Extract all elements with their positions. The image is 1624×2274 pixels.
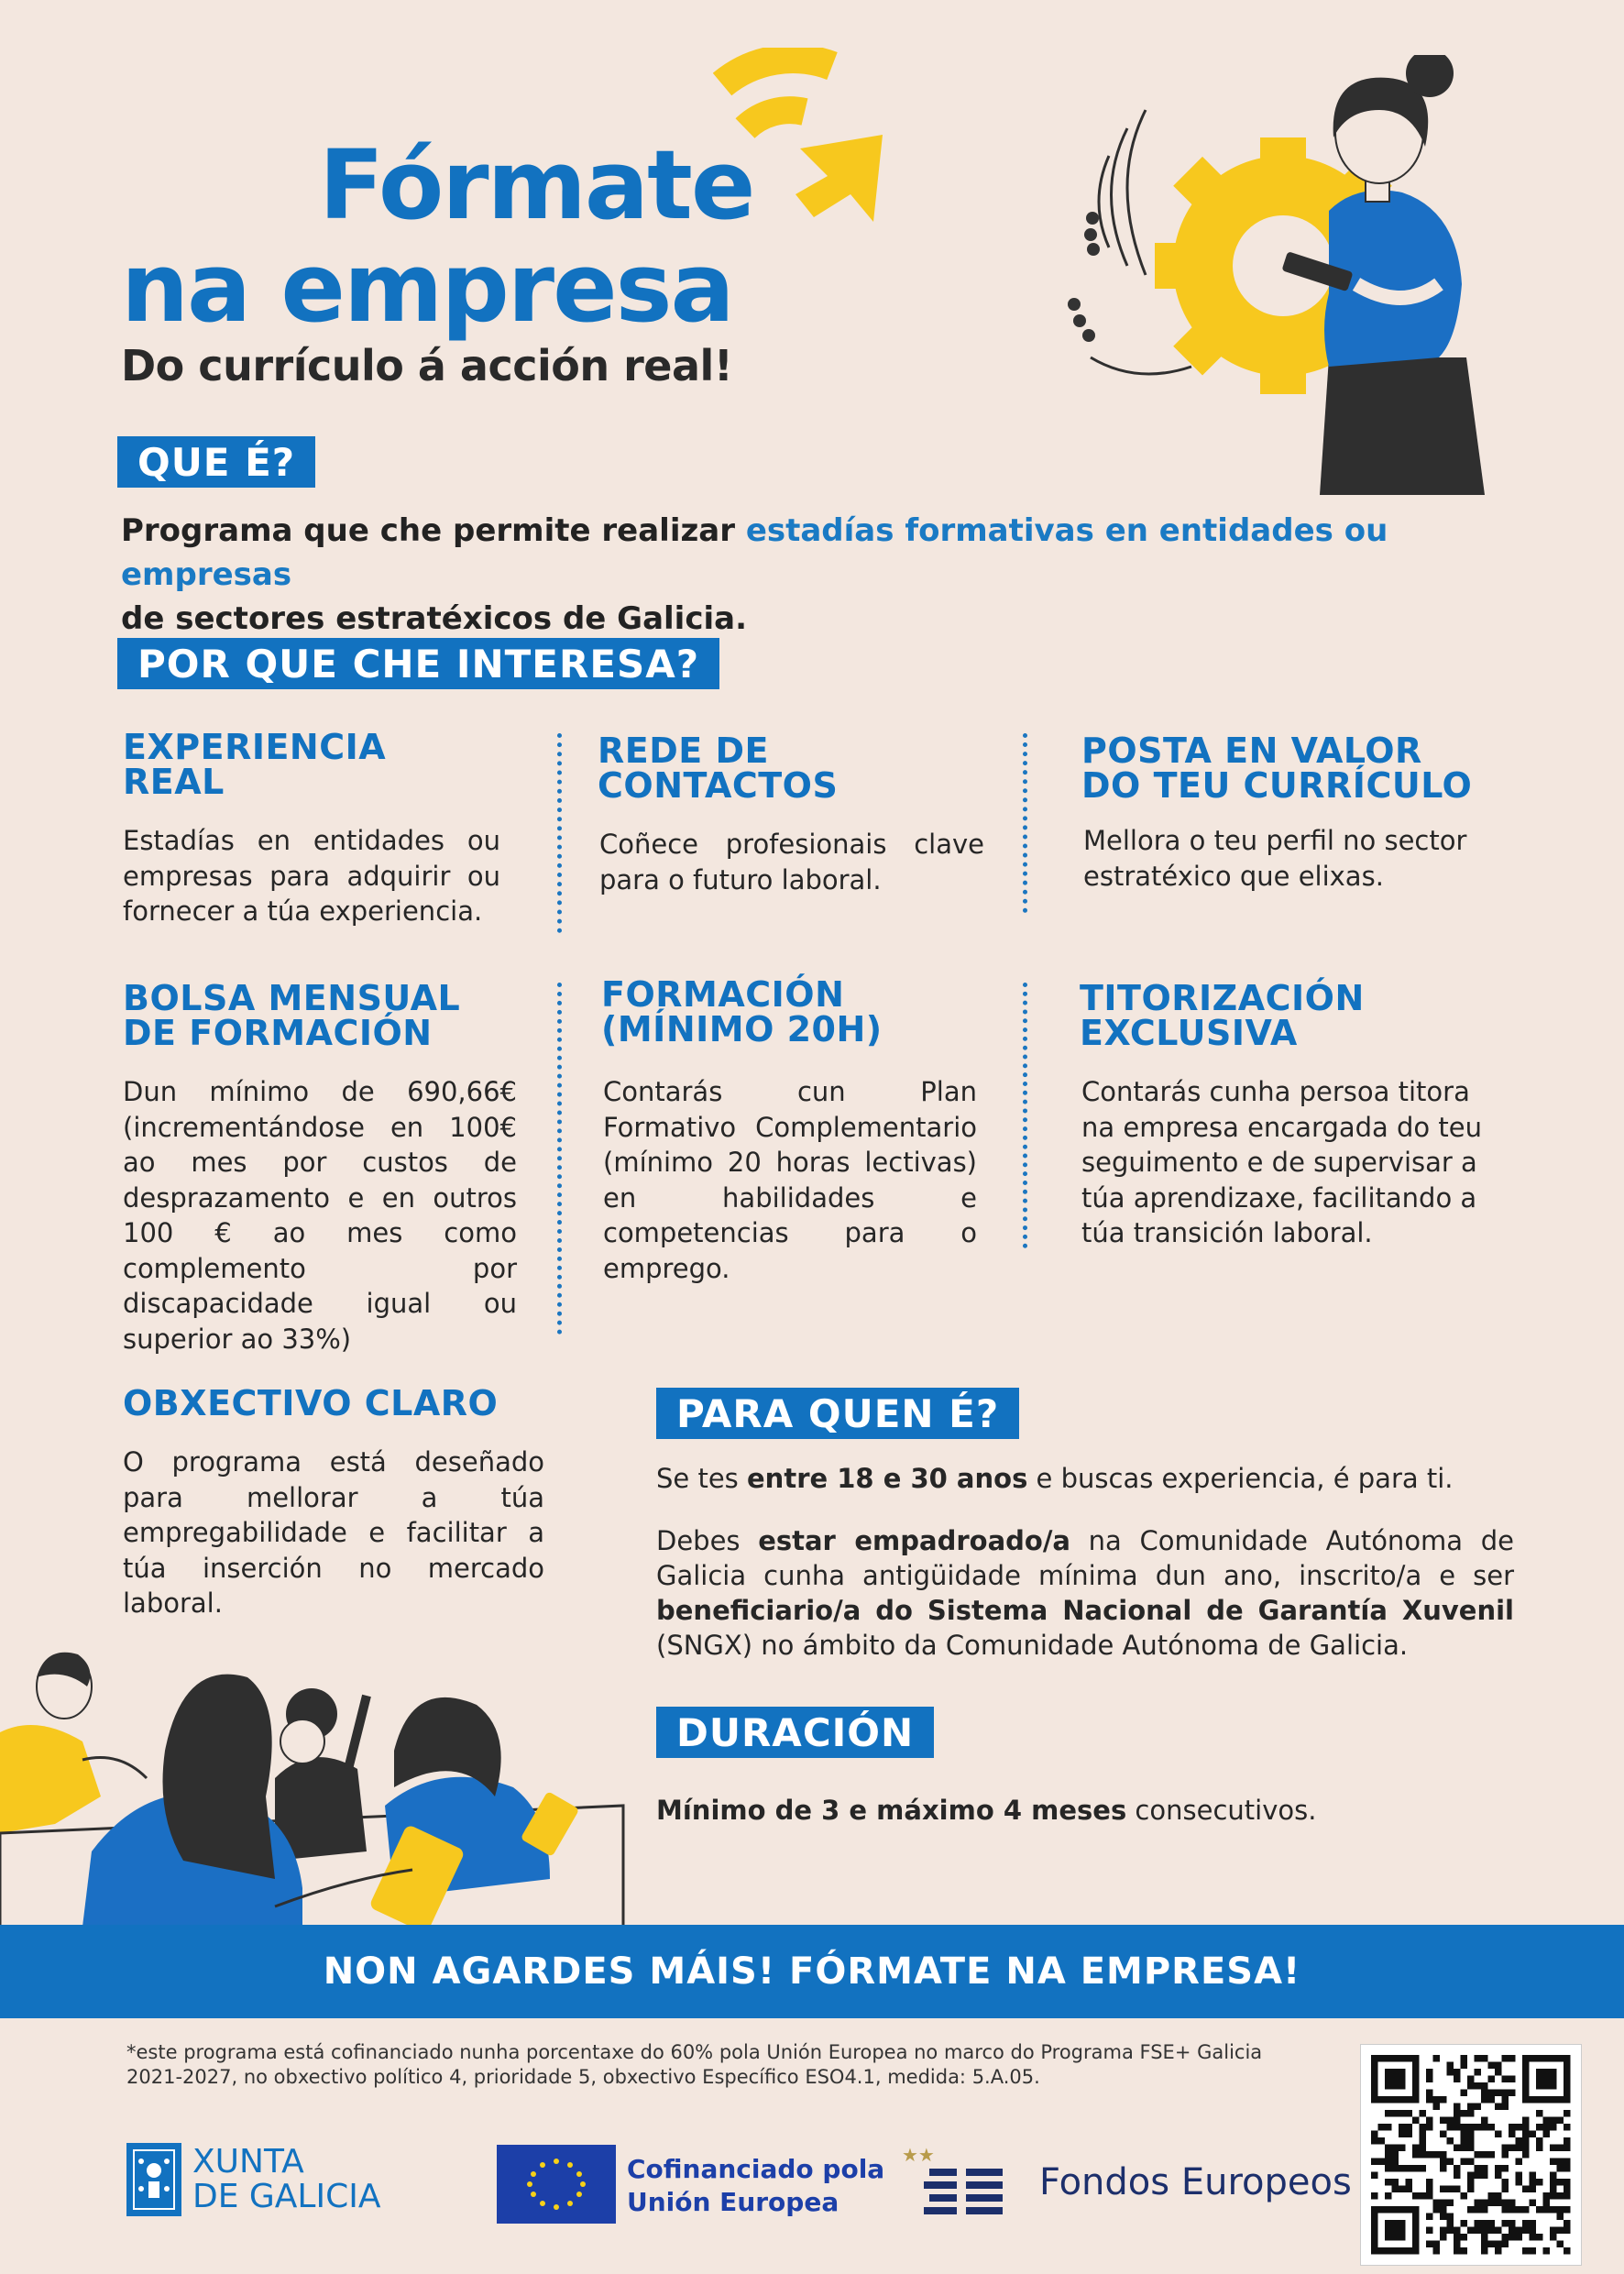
intro-text-highlight: estadías formativas en entidades ou empresas <box>121 512 1388 593</box>
divider <box>1023 733 1027 913</box>
benefit-7-title: OBXECTIVO CLARO <box>123 1383 499 1423</box>
text-run: consecutivos. <box>1126 1795 1317 1826</box>
xunta-line-1: XUNTA <box>192 2143 304 2181</box>
fondos-europeos-logo <box>902 2141 1352 2224</box>
intro-text-start: Programa que che permite realizar <box>121 512 746 549</box>
benefit-title-line: FORMACIÓN <box>601 974 845 1015</box>
benefit-4-text: Dun mínimo de 690,66€ (incrementándose en 100€ ao mes por custos de desprazamento e en outros 100 € ao mes como complemento por discapacidade igual ou superior ao 33%) <box>123 1076 517 1355</box>
title-line-1: Fórmate <box>319 129 754 241</box>
que-e-text <box>121 509 1532 641</box>
benefit-title-line: POSTA EN VALOR <box>1081 731 1422 771</box>
divider <box>557 733 562 933</box>
galicia-shield-icon <box>126 2143 181 2216</box>
benefit-2-text: Coñece profesionais clave para o futuro laboral. <box>599 829 984 895</box>
benefit-title-line: REAL <box>123 762 225 802</box>
benefit-title-line: (MÍNIMO 20H) <box>601 1009 883 1049</box>
subtitle: Do currículo á acción real! <box>121 341 733 390</box>
text-run: e buscas experiencia, é para ti. <box>1027 1463 1454 1494</box>
benefit-1-text: Estadías en entidades ou empresas para adquirir ou fornecer a túa experiencia. <box>123 825 500 927</box>
text-run-bold: entre 18 e 30 anos <box>747 1463 1028 1494</box>
benefit-title-line: TITORIZACIÓN <box>1080 978 1365 1018</box>
text-run: Debes <box>656 1525 759 1556</box>
intro-text-end: de sectores estratéxicos de Galicia. <box>121 600 748 637</box>
benefit-6-title <box>1080 978 1365 1053</box>
benefit-title-line: CONTACTOS <box>598 765 839 806</box>
text-run-bold: Mínimo de 3 e máximo 4 meses <box>656 1795 1127 1826</box>
divider <box>1023 983 1027 1248</box>
benefit-title-line: DE FORMACIÓN <box>123 1013 433 1053</box>
svg-text:★★: ★★ <box>902 2146 935 2166</box>
title-line-2: na empresa <box>121 232 733 344</box>
text-run: na Comunidade Autónoma de Galicia cunha antigüidade mínima dun ano, inscrito/a e ser <box>656 1525 1514 1591</box>
divider <box>557 983 562 1335</box>
eu-line-1: Cofinanciado pola <box>627 2154 885 2184</box>
benefit-6-text: Contarás cunha persoa titora na empresa encargada do teu seguimento e de supervisar a túa aprendizaxe, facilitando a túa transición laboral. <box>1081 1076 1482 1248</box>
benefit-3-title <box>1081 731 1473 806</box>
fondos-europeos-icon <box>902 2141 1021 2224</box>
text-run-bold: beneficiario/a do Sistema Nacional de Garantía Xuvenil <box>656 1595 1514 1626</box>
que-e-heading: QUE É? <box>117 436 315 488</box>
footnote: *este programa está cofinanciado nunha porcentaxe do 60% pola Unión Europea no marco do Programa FSE+ Galicia 2021-2027, no obxectivo político 4, prioridade 5, obxectivo Específico ESO4.1, medida: 5.A.05. <box>126 2041 1263 2088</box>
qr-code-icon <box>1361 2045 1581 2265</box>
benefit-3-text: Mellora o teu perfil no sector estratéxico que elixas. <box>1083 825 1467 892</box>
benefit-title-line: REDE DE <box>598 731 769 771</box>
benefit-title-line: BOLSA MENSUAL <box>123 978 461 1018</box>
benefit-7-text: O programa está deseñado para mellorar a túa empregabilidade e facilitar a túa inserción no mercado laboral. <box>123 1446 544 1619</box>
benefit-2-title <box>598 731 839 806</box>
benefit-1-title <box>123 727 387 802</box>
benefit-title-line: EXCLUSIVA <box>1080 1013 1298 1053</box>
fondos-europeos-text: Fondos Europeos <box>1039 2161 1352 2203</box>
qr-code <box>1360 2044 1582 2266</box>
xunta-line-2: DE GALICIA <box>192 2178 381 2215</box>
duracion-heading: DURACIÓN <box>656 1707 934 1758</box>
eu-flag-icon <box>497 2145 616 2224</box>
students-illustration <box>0 1641 642 1927</box>
por-que-heading: POR QUE CHE INTERESA? <box>117 638 719 689</box>
xunta-logo <box>126 2143 420 2216</box>
para-quen-p1 <box>656 1461 1514 1496</box>
text-run: (SNGX) no ámbito da Comunidade Autónoma de Galicia. <box>656 1630 1409 1661</box>
woman-gear-illustration <box>1054 55 1485 495</box>
text-run-bold: estar empadroado/a <box>758 1525 1070 1556</box>
text-run: Se tes <box>656 1463 748 1494</box>
duracion-text <box>656 1793 1514 1828</box>
eu-logo <box>497 2145 885 2224</box>
benefit-5-text: Contarás cun Plan Formativo Complementario (mínimo 20 horas lectivas) en habilidades e competencias para o emprego. <box>603 1076 977 1284</box>
benefit-title-line: DO TEU CURRÍCULO <box>1081 765 1473 806</box>
benefit-4-title <box>123 978 461 1053</box>
cta-banner-text: NON AGARDES MÁIS! FÓRMATE NA EMPRESA! <box>323 1950 1301 1993</box>
para-quen-p2 <box>656 1523 1514 1663</box>
benefit-5-title <box>601 974 883 1049</box>
para-quen-heading: PARA QUEN É? <box>656 1388 1019 1439</box>
benefit-title-line: EXPERIENCIA <box>123 727 387 767</box>
eu-line-2: Unión Europea <box>627 2187 839 2217</box>
